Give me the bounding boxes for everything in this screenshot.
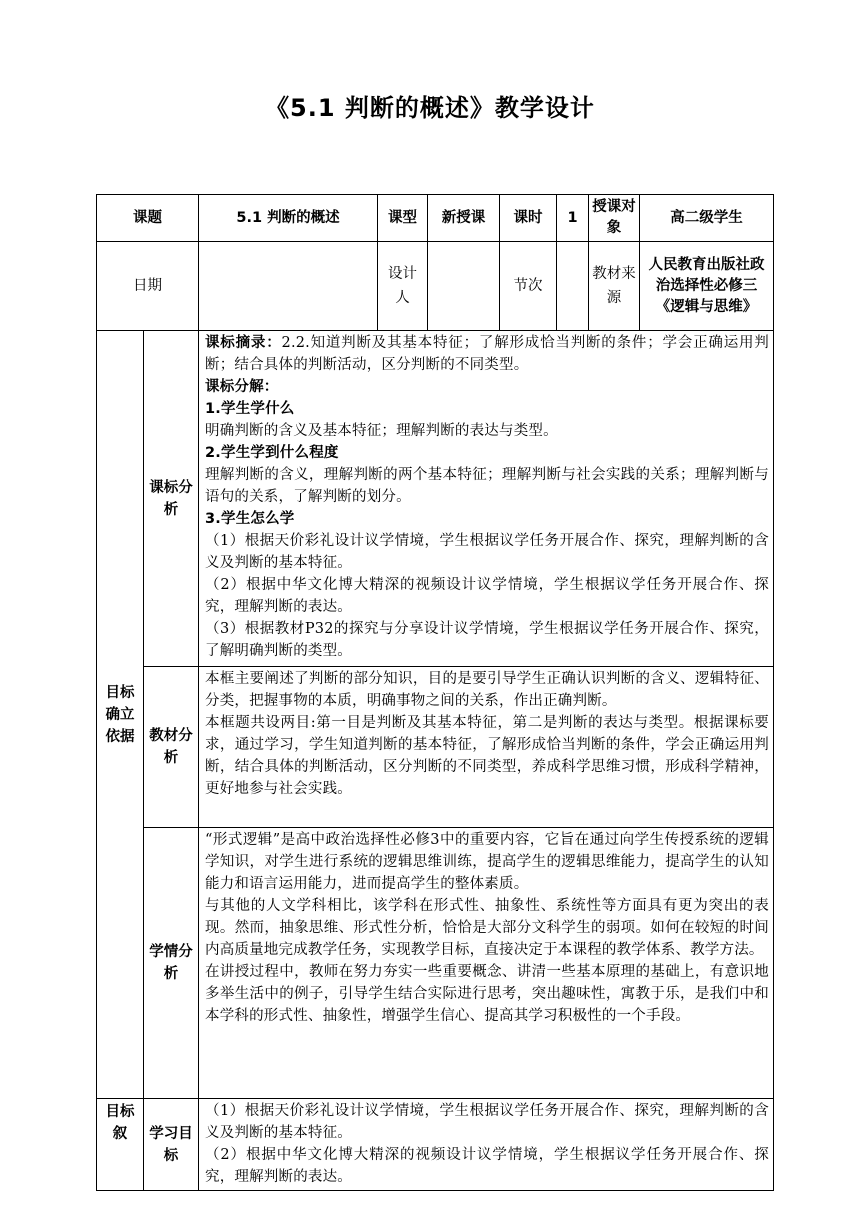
textbook-p2: 本框题共设两目:第一目是判断及其基本特征，第二是判断的表达与类型。根据课标要求，通过学习，学生知道判断的基本特征，了解形成恰当判断的条件，学会正确运用判断，结合具体的判断活动，区分判断的不同类型，养成科学思维习惯，形成科学精神，更好地参与社会实践。 (205, 715, 769, 797)
source-value: 人民教育出版社政治选择性必修三《逻辑与思维》 (640, 242, 774, 331)
curriculum-q1: 1.学生学什么 (205, 401, 295, 417)
topic-label: 课题 (97, 195, 199, 242)
date-label: 日期 (97, 242, 199, 331)
curriculum-a1: 明确判断的含义及基本特征；理解判断的表达与类型。 (205, 423, 558, 439)
objectives-content (199, 1099, 774, 1191)
curriculum-a3-3: （3）根据教材P32的探究与分享设计议学情境，学生根据议学任务开展合作、探究，了解明确判断的类型。 (205, 621, 769, 659)
curriculum-a3-2: （2）根据中华文化博大精深的视频设计议学情境，学生根据议学任务开展合作、探究，理解判断的表达。 (205, 577, 769, 615)
designer-value (428, 242, 500, 331)
learner-p1: “形式逻辑”是高中政治选择性必修3中的重要内容，它旨在通过向学生传授系统的逻辑学知识，对学生进行系统的逻辑思维训练，提高学生的逻辑思维能力，提高学生的认知能力和语言运用能力，进而提高学生的整体素质。 (205, 832, 769, 892)
curriculum-a3-1: （1）根据天价彩礼设计议学情境，学生根据议学任务开展合作、探究，理解判断的含义及判断的基本特征。 (205, 533, 769, 571)
curriculum-excerpt: 课标摘录：2.2.知道判断及其基本特征；了解形成恰当判断的条件；学会正确运用判断；结合具体的判断活动，区分判断的不同类型。 (205, 335, 770, 373)
learner-p2: 与其他的人文学科相比，该学科在形式性、抽象性、系统性等方面具有更为突出的表现。然而，抽象思维、形式性分析，恰恰是大部分文科学生的弱项。如何在较短的时间内高质量地完成教学任务，实现教学目标，直接决定于本课程的教学体系、教学方法。 (205, 898, 769, 958)
audience-label: 授课对象 (589, 195, 640, 242)
curriculum-q2: 2.学生学到什么程度 (205, 445, 339, 461)
curriculum-q3: 3.学生怎么学 (205, 511, 295, 527)
objective-2: （2）根据中华文化博大精深的视频设计议学情境，学生根据议学任务开展合作、探究，理解判断的表达。 (205, 1147, 769, 1185)
learner-row (97, 828, 774, 1099)
date-value (199, 242, 378, 331)
section-value (557, 242, 589, 331)
curriculum-row (97, 331, 774, 667)
curriculum-a2: 理解判断的含义，理解判断的两个基本特征；理解判断与社会实践的关系；理解判断与语句的关系，了解判断的划分。 (205, 467, 769, 505)
hours-label: 课时 (500, 195, 557, 242)
document-title: 《5.1 判断的概述》教学设计 (265, 94, 595, 122)
objective-1: （1）根据天价彩礼设计议学情境，学生根据议学任务开展合作、探究，理解判断的含义及判断的基本特征。 (205, 1103, 769, 1141)
textbook-row (97, 667, 774, 828)
header-row-2 (97, 242, 774, 331)
source-label: 教材来源 (589, 242, 640, 331)
learner-label: 学情分析 (144, 828, 199, 1099)
section-label: 节次 (500, 242, 557, 331)
textbook-p1: 本框主要阐述了判断的部分知识，目的是要引导学生正确认识判断的含义、逻辑特征、分类，把握事物的本质，明确事物之间的关系，作出正确判断。 (205, 671, 769, 709)
curriculum-label: 课标分析 (144, 331, 199, 667)
type-value: 新授课 (428, 195, 500, 242)
header-row-1 (97, 195, 774, 242)
audience-value: 高二级学生 (640, 195, 774, 242)
learner-content (199, 828, 774, 1099)
textbook-label: 教材分析 (144, 667, 199, 828)
objectives-label: 学习目标 (144, 1099, 199, 1191)
curriculum-breakdown-label: 课标分解： (205, 379, 279, 395)
hours-value: 1 (557, 195, 589, 242)
topic-value: 5.1 判断的概述 (199, 195, 378, 242)
lesson-design-table (96, 194, 774, 1191)
objectives-row (97, 1099, 774, 1191)
designer-label: 设计人 (378, 242, 428, 331)
learner-p3: 在讲授过程中，教师在努力夯实一些重要概念、讲清一些基本原理的基础上，有意识地多举生活中的例子，引导学生结合实际进行思考，突出趣味性，寓教于乐，是我们中和本学科的形式性、抽象性，增强学生信心、提高其学习积极性的一个手段。 (205, 964, 769, 1024)
goal-desc-label: 目标叙 (97, 1099, 144, 1191)
curriculum-content (199, 331, 774, 667)
textbook-content (199, 667, 774, 828)
goal-basis-label: 目标确立依据 (97, 331, 144, 1099)
type-label: 课型 (378, 195, 428, 242)
